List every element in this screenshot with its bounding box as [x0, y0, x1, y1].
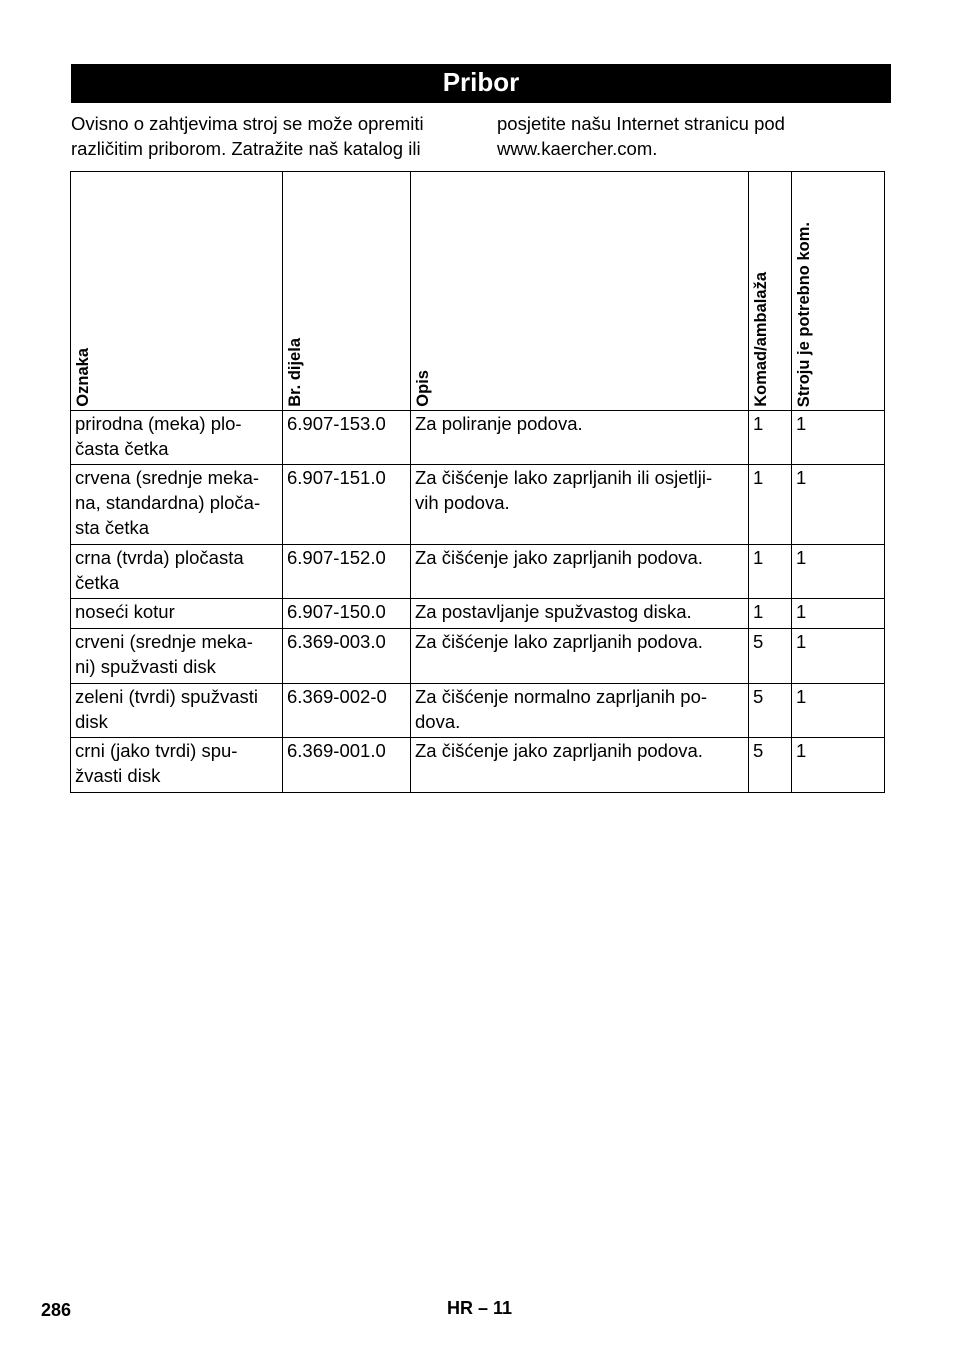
cell-potrebno: 1 — [792, 599, 885, 629]
header-komad-ambalaza: Komad/ambalaža — [749, 172, 792, 411]
cell-komad: 1 — [749, 411, 792, 465]
cell-potrebno: 1 — [792, 684, 885, 738]
cell-komad: 5 — [749, 629, 792, 684]
cell-oznaka: crni (jako tvrdi) spu- žvasti disk — [71, 738, 283, 793]
cell-opis: Za čišćenje lako zaprljanih podova. — [411, 629, 749, 684]
table-row — [71, 545, 885, 599]
header-opis: Opis — [411, 172, 749, 411]
cell-oznaka: crvena (srednje meka- na, standardna) ploča- sta četka — [71, 465, 283, 545]
cell-opis: Za postavljanje spužvastog diska. — [411, 599, 749, 629]
intro-text-left: Ovisno o zahtjevima stroj se može opremiti različitim priborom. Zatražite naš katalog ili — [71, 113, 424, 159]
cell-potrebno: 1 — [792, 545, 885, 599]
cell-opis: Za čišćenje lako zaprljanih ili osjetlji- vih podova. — [411, 465, 749, 545]
table-row — [71, 738, 885, 793]
cell-komad: 1 — [749, 599, 792, 629]
cell-komad: 5 — [749, 738, 792, 793]
header-oznaka: Oznaka — [71, 172, 283, 411]
table-row — [71, 411, 885, 465]
cell-opis: Za čišćenje normalno zaprljanih po- dova. — [411, 684, 749, 738]
cell-br-dijela: 6.907-150.0 — [283, 599, 411, 629]
table-row — [71, 599, 885, 629]
cell-potrebno: 1 — [792, 738, 885, 793]
cell-oznaka: prirodna (meka) plo- časta četka — [71, 411, 283, 465]
page-number: 286 — [41, 1300, 72, 1320]
cell-opis: Za čišćenje jako zaprljanih podova. — [411, 738, 749, 793]
cell-oznaka: zeleni (tvrdi) spužvasti disk — [71, 684, 283, 738]
table-header-row — [71, 172, 885, 411]
page-title: Pribor — [71, 64, 891, 103]
cell-komad: 1 — [749, 545, 792, 599]
cell-br-dijela: 6.369-002-0 — [283, 684, 411, 738]
cell-komad: 5 — [749, 684, 792, 738]
cell-br-dijela: 6.907-153.0 — [283, 411, 411, 465]
intro-text-right: posjetite našu Internet stranicu pod www.kaercher.com. — [497, 113, 785, 159]
cell-oznaka: crna (tvrda) pločasta četka — [71, 545, 283, 599]
header-stroju-potrebno: Stroju je potrebno kom. — [792, 172, 885, 411]
cell-oznaka: noseći kotur — [71, 599, 283, 629]
table-row — [71, 684, 885, 738]
cell-opis: Za poliranje podova. — [411, 411, 749, 465]
cell-oznaka: crveni (srednje meka- ni) spužvasti disk — [71, 629, 283, 684]
cell-br-dijela: 6.369-001.0 — [283, 738, 411, 793]
cell-br-dijela: 6.369-003.0 — [283, 629, 411, 684]
header-br-dijela: Br. dijela — [283, 172, 411, 411]
cell-opis: Za čišćenje jako zaprljanih podova. — [411, 545, 749, 599]
table-row — [71, 629, 885, 684]
cell-br-dijela: 6.907-152.0 — [283, 545, 411, 599]
cell-komad: 1 — [749, 465, 792, 545]
accessories-table — [70, 171, 885, 793]
table-row — [71, 465, 885, 545]
cell-br-dijela: 6.907-151.0 — [283, 465, 411, 545]
section-label: HR – 11 — [447, 1298, 513, 1318]
cell-potrebno: 1 — [792, 465, 885, 545]
cell-potrebno: 1 — [792, 411, 885, 465]
cell-potrebno: 1 — [792, 629, 885, 684]
